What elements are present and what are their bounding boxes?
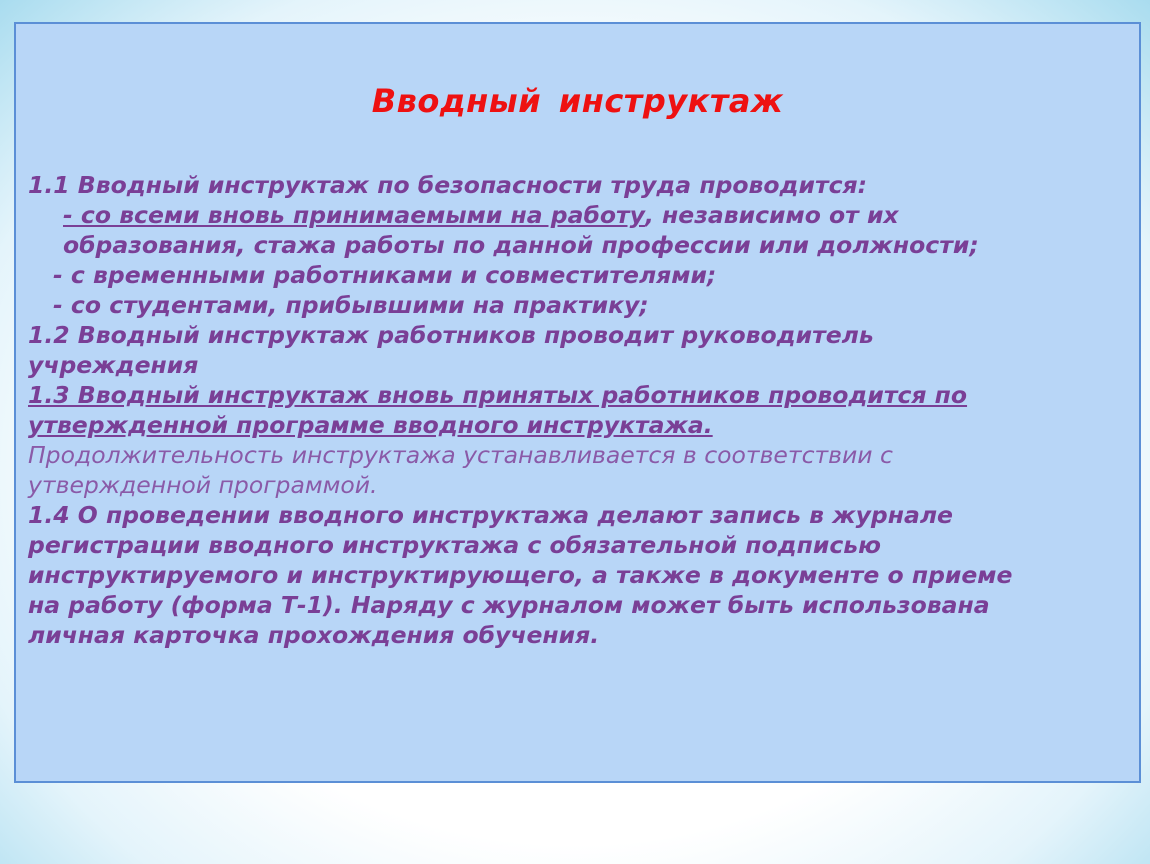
- section-1-2-line-1: 1.2 Вводный инструктаж работников проводит руководитель: [28, 321, 874, 349]
- section-1-4-line-1: 1.4 О проведении вводного инструктажа делают запись в журнале: [28, 501, 953, 529]
- section-1-4-line-4: на работу (форма Т-1). Наряду с журналом может быть использована: [28, 591, 990, 619]
- new-hires-underlined: - со всеми вновь принимаемыми на работу: [63, 201, 645, 229]
- section-1-3-line-2: утвержденной программе вводного инструктажа.: [28, 411, 713, 439]
- section-1-4-line-3: инструктируемого и инструктирующего, а также в документе о приеме: [28, 561, 1013, 589]
- section-1-2-line-2: учреждения: [28, 351, 199, 379]
- section-1-1-item-temporary: - с временными работниками и совместителями;: [53, 261, 717, 289]
- section-1-1-item-new-hires: [28, 200, 1118, 230]
- section-1-4-line-2: регистрации вводного инструктажа с обязательной подписью: [28, 531, 881, 559]
- section-1-1-item-students: - со студентами, прибывшими на практику;: [53, 291, 649, 319]
- section-1-1-heading: 1.1 Вводный инструктаж по безопасности труда проводится:: [28, 171, 868, 199]
- slide-panel: [14, 22, 1141, 783]
- section-1-3-line-1: 1.3 Вводный инструктаж вновь принятых работников проводится по: [28, 381, 968, 409]
- duration-note-line-2: утвержденной программой.: [28, 471, 378, 499]
- duration-note-line-1: Продолжительность инструктажа устанавливается в соответствии с: [28, 441, 893, 469]
- new-hires-rest: , независимо от их: [644, 201, 899, 229]
- slide-title: Вводный инструктаж: [371, 82, 784, 120]
- slide-body: [28, 170, 1118, 650]
- section-1-4-line-5: личная карточка прохождения обучения.: [28, 621, 600, 649]
- section-1-1-item-new-hires-cont: образования, стажа работы по данной профессии или должности;: [63, 231, 979, 259]
